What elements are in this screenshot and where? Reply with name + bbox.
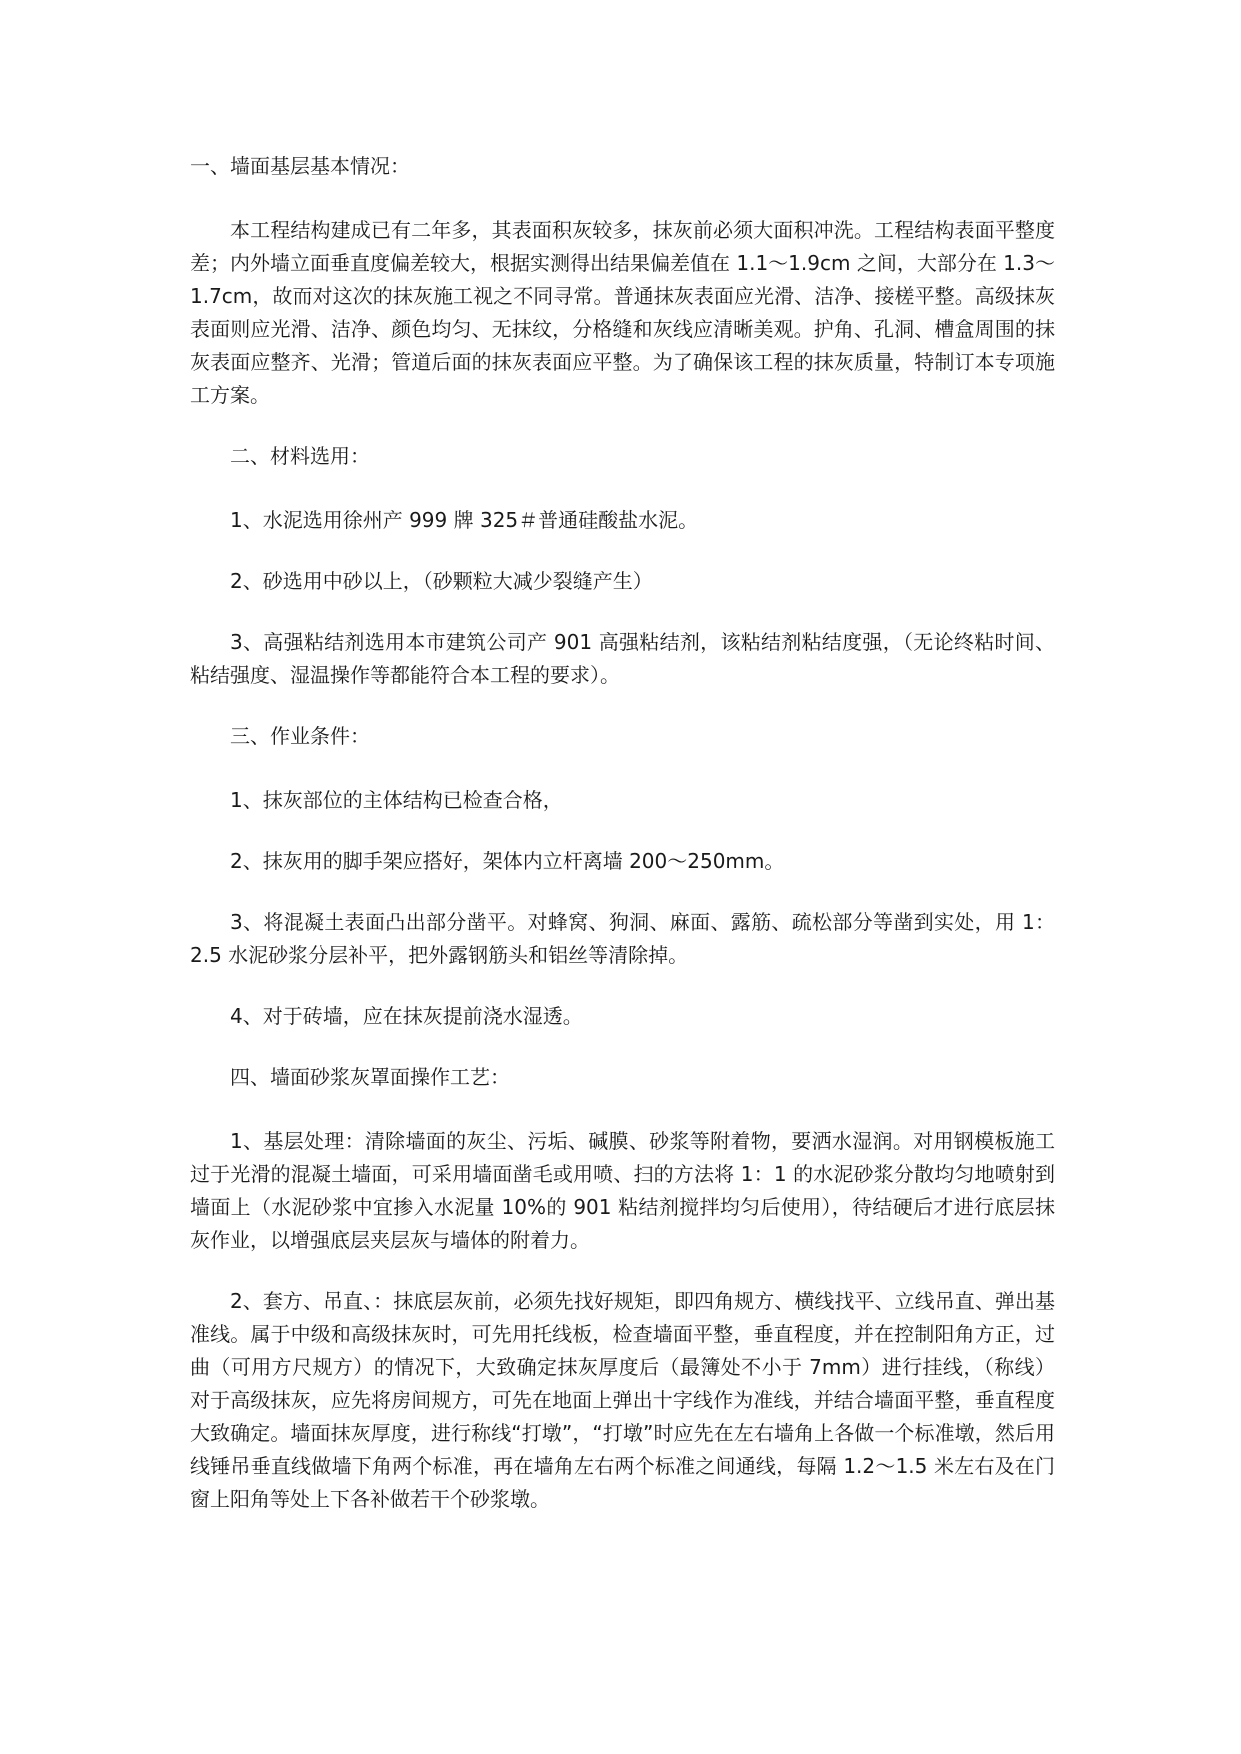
- list-item-base-treatment: 1、基层处理：清除墙面的灰尘、污垢、碱膜、砂浆等附着物，要洒水湿润。对用钢模板施工过于光滑的混凝土墙面，可采用墙面凿毛或用喷、扫的方法将 1：1 的水泥砂浆分散均匀地喷射到墙面上（水泥砂浆中宜掺入水泥量 10%的 901 粘结剂搅拌均匀后使用），待结硬后才进行底层抹灰作业，以增强底层夹层灰与墙体的附着力。: [190, 1129, 1055, 1252]
- section-heading-1: 一、墙面基层基本情况：: [190, 154, 410, 178]
- list-item-concrete-surface: 3、将混凝土表面凸出部分凿平。对蜂窝、狗洞、麻面、露筋、疏松部分等凿到实处，用 1：2.5 水泥砂浆分层补平，把外露钢筋头和铝丝等清除掉。: [190, 910, 1055, 967]
- list-item-sand: 2、砂选用中砂以上，（砂颗粒大减少裂缝产生）: [230, 569, 653, 593]
- list-item-scaffold: 2、抹灰用的脚手架应搭好，架体内立杆离墙 200～250mm。: [230, 849, 785, 873]
- list-item-brick-wall: 4、对于砖墙，应在抹灰提前浇水湿透。: [230, 1004, 583, 1028]
- section-heading-4: 四、墙面砂浆灰罩面操作工艺：: [230, 1065, 510, 1089]
- list-item-structure-checked: 1、抹灰部位的主体结构已检查合格，: [230, 788, 563, 812]
- section-heading-3: 三、作业条件：: [230, 724, 370, 748]
- list-item-adhesive: 3、高强粘结剂选用本市建筑公司产 901 高强粘结剂，该粘结剂粘结度强，（无论终粘时间、粘结强度、湿温操作等都能符合本工程的要求）。: [190, 630, 1055, 687]
- paragraph-structure-condition: 本工程结构建成已有二年多，其表面积灰较多，抹灰前必须大面积冲洗。工程结构表面平整度差；内外墙立面垂直度偏差较大，根据实测得出结果偏差值在 1.1～1.9cm 之间，大部分在 1.3～1.7cm，故而对这次的抹灰施工视之不同寻常。普通抹灰表面应光滑、洁净、接槎平整。高级抹灰表面则应光滑、洁净、颜色均匀、无抹纹，分格缝和灰线应清晰美观。护角、孔洞、槽盒周围的抹灰表面应整齐、光滑；管道后面的抹灰表面应平整。为了确保该工程的抹灰质量，特制订本专项施工方案。: [190, 218, 1055, 407]
- document-page: [190, 150, 1055, 1544]
- list-item-squaring-plumbing: 2、套方、吊直、：抹底层灰前，必须先找好规矩，即四角规方、横线找平、立线吊直、弹出基准线。属于中级和高级抹灰时，可先用托线板，检查墙面平整，垂直程度，并在控制阳角方正，过曲（可用方尺规方）的情况下，大致确定抹灰厚度后（最簿处不小于 7mm）进行挂线，（称线）对于高级抹灰，应先将房间规方，可先在地面上弹出十字线作为准线，并结合墙面平整，垂直程度大致确定。墙面抹灰厚度，进行称线“打墩”，“打墩”时应先在左右墙角上各做一个标准墩，然后用线锤吊垂直线做墙下角两个标准，再在墙角左右两个标准之间通线，每隔 1.2～1.5 米左右及在门窗上阳角等处上下各补做若干个砂浆墩。: [190, 1289, 1055, 1511]
- list-item-cement: 1、水泥选用徐州产 999 牌 325＃普通硅酸盐水泥。: [230, 508, 699, 532]
- section-heading-2: 二、材料选用：: [230, 444, 370, 468]
